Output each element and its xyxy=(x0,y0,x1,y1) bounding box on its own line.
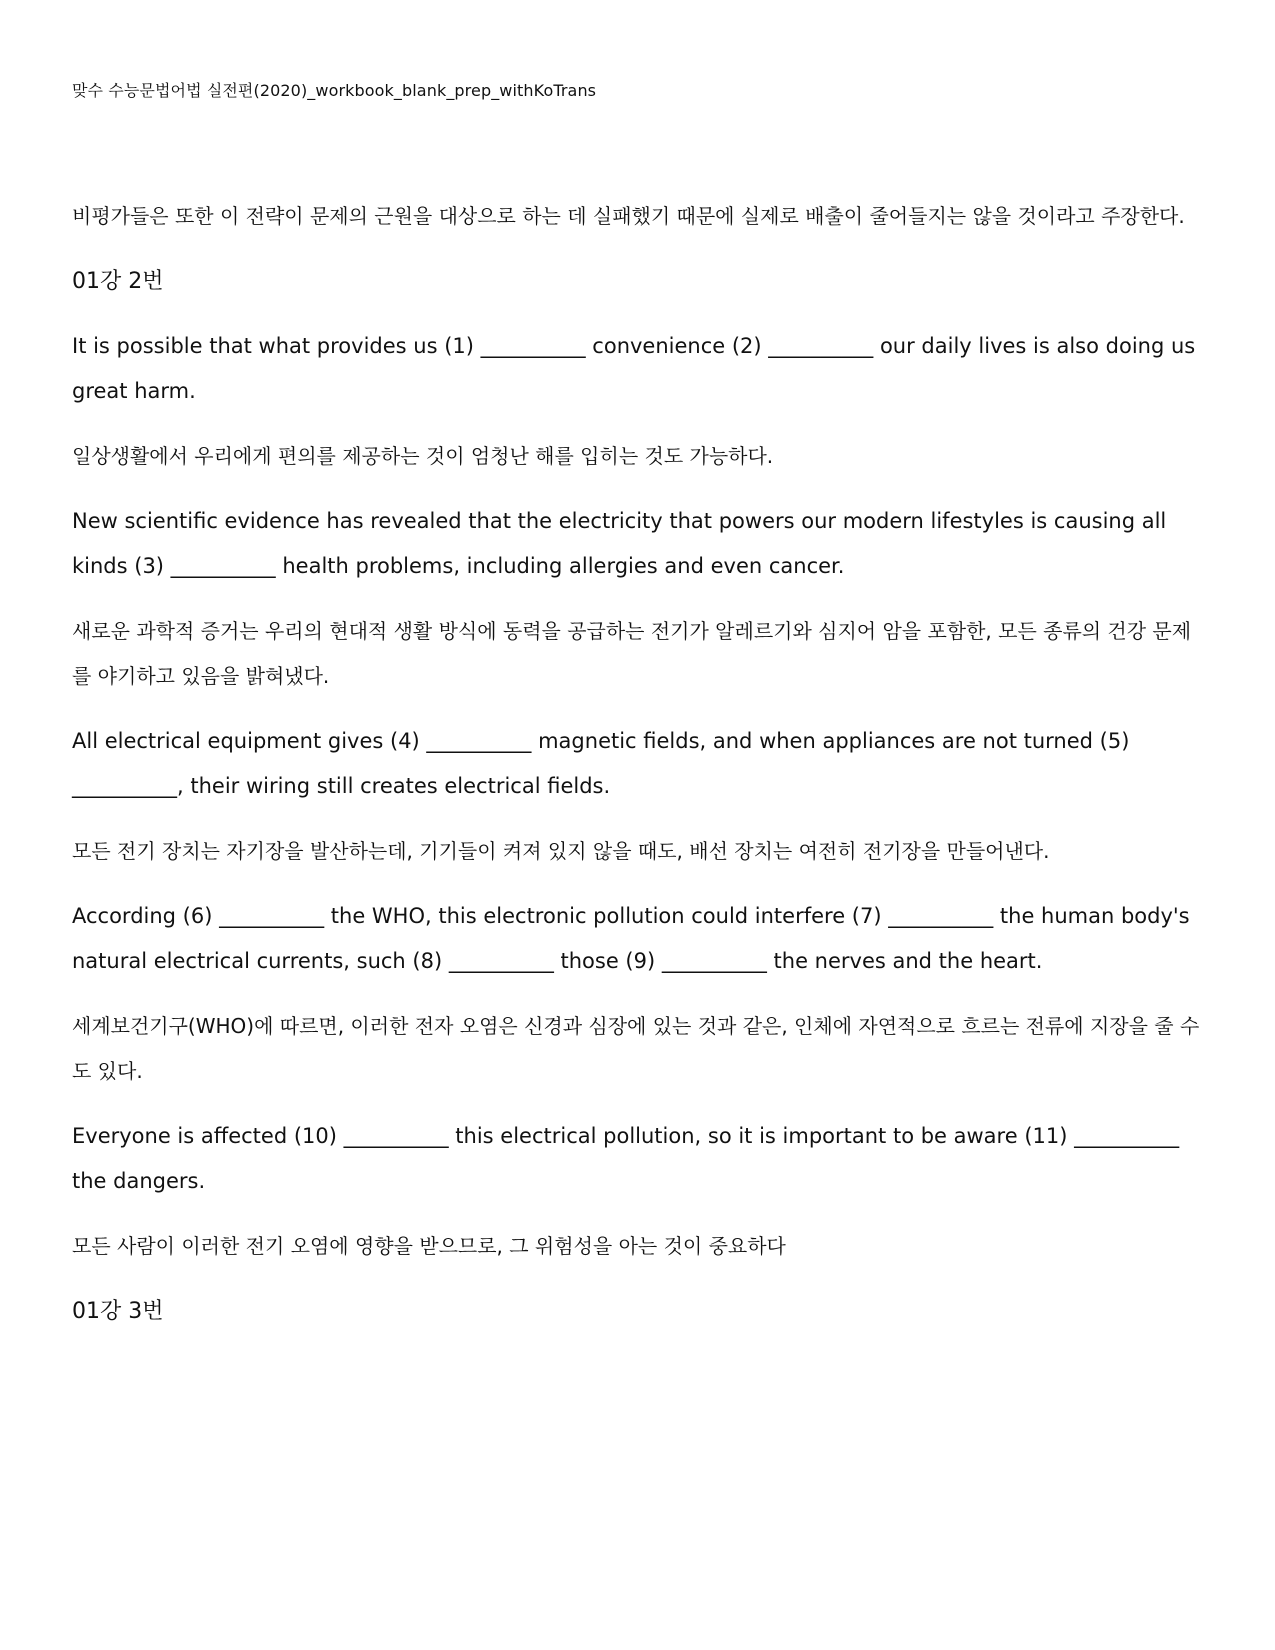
korean-translation: 모든 사람이 이러한 전기 오염에 영향을 받으므로, 그 위험성을 아는 것이 중요하다 xyxy=(72,1234,786,1258)
section-heading: 01강 3번 xyxy=(72,1299,164,1324)
english-sentence: According (6) __________ the WHO, this electronic pollution could interfere (7) __________ the human body's natural electrical currents, such (8) __________ those (9) __________ the nerves and the heart. xyxy=(72,904,1190,973)
english-sentence: New scientific evidence has revealed that the electricity that powers our modern lifestyles is causing all kinds (3) __________ health problems, including allergies and even cancer. xyxy=(72,509,1167,578)
english-sentence: All electrical equipment gives (4) __________ magnetic fields, and when appliances are not turned (5) __________, their wiring still creates electrical fields. xyxy=(72,729,1130,798)
section-heading: 01강 2번 xyxy=(72,269,164,294)
korean-translation: 세계보건기구(WHO)에 따르면, 이러한 전자 오염은 신경과 심장에 있는 것과 같은, 인체에 자연적으로 흐르는 전류에 지장을 줄 수도 있다. xyxy=(72,1014,1200,1083)
korean-translation: 일상생활에서 우리에게 편의를 제공하는 것이 엄청난 해를 입히는 것도 가능하다. xyxy=(72,444,774,468)
document-header: 맞수 수능문법어법 실전편(2020)_workbook_blank_prep_withKoTrans xyxy=(72,81,597,100)
english-sentence: It is possible that what provides us (1) __________ convenience (2) __________ our daily lives is also doing us great harm. xyxy=(72,334,1196,403)
english-sentence: Everyone is affected (10) __________ this electrical pollution, so it is important to be aware (11) __________ the dangers. xyxy=(72,1124,1180,1193)
korean-translation: 비평가들은 또한 이 전략이 문제의 근원을 대상으로 하는 데 실패했기 때문에 실제로 배출이 줄어들지는 않을 것이라고 주장한다. xyxy=(72,204,1185,228)
korean-translation: 모든 전기 장치는 자기장을 발산하는데, 기기들이 켜져 있지 않을 때도, 배선 장치는 여전히 전기장을 만들어낸다. xyxy=(72,839,1050,863)
korean-translation: 새로운 과학적 증거는 우리의 현대적 생활 방식에 동력을 공급하는 전기가 알레르기와 심지어 암을 포함한, 모든 종류의 건강 문제를 야기하고 있음을 밝혀냈다. xyxy=(72,619,1192,688)
document-body xyxy=(72,194,1207,1354)
